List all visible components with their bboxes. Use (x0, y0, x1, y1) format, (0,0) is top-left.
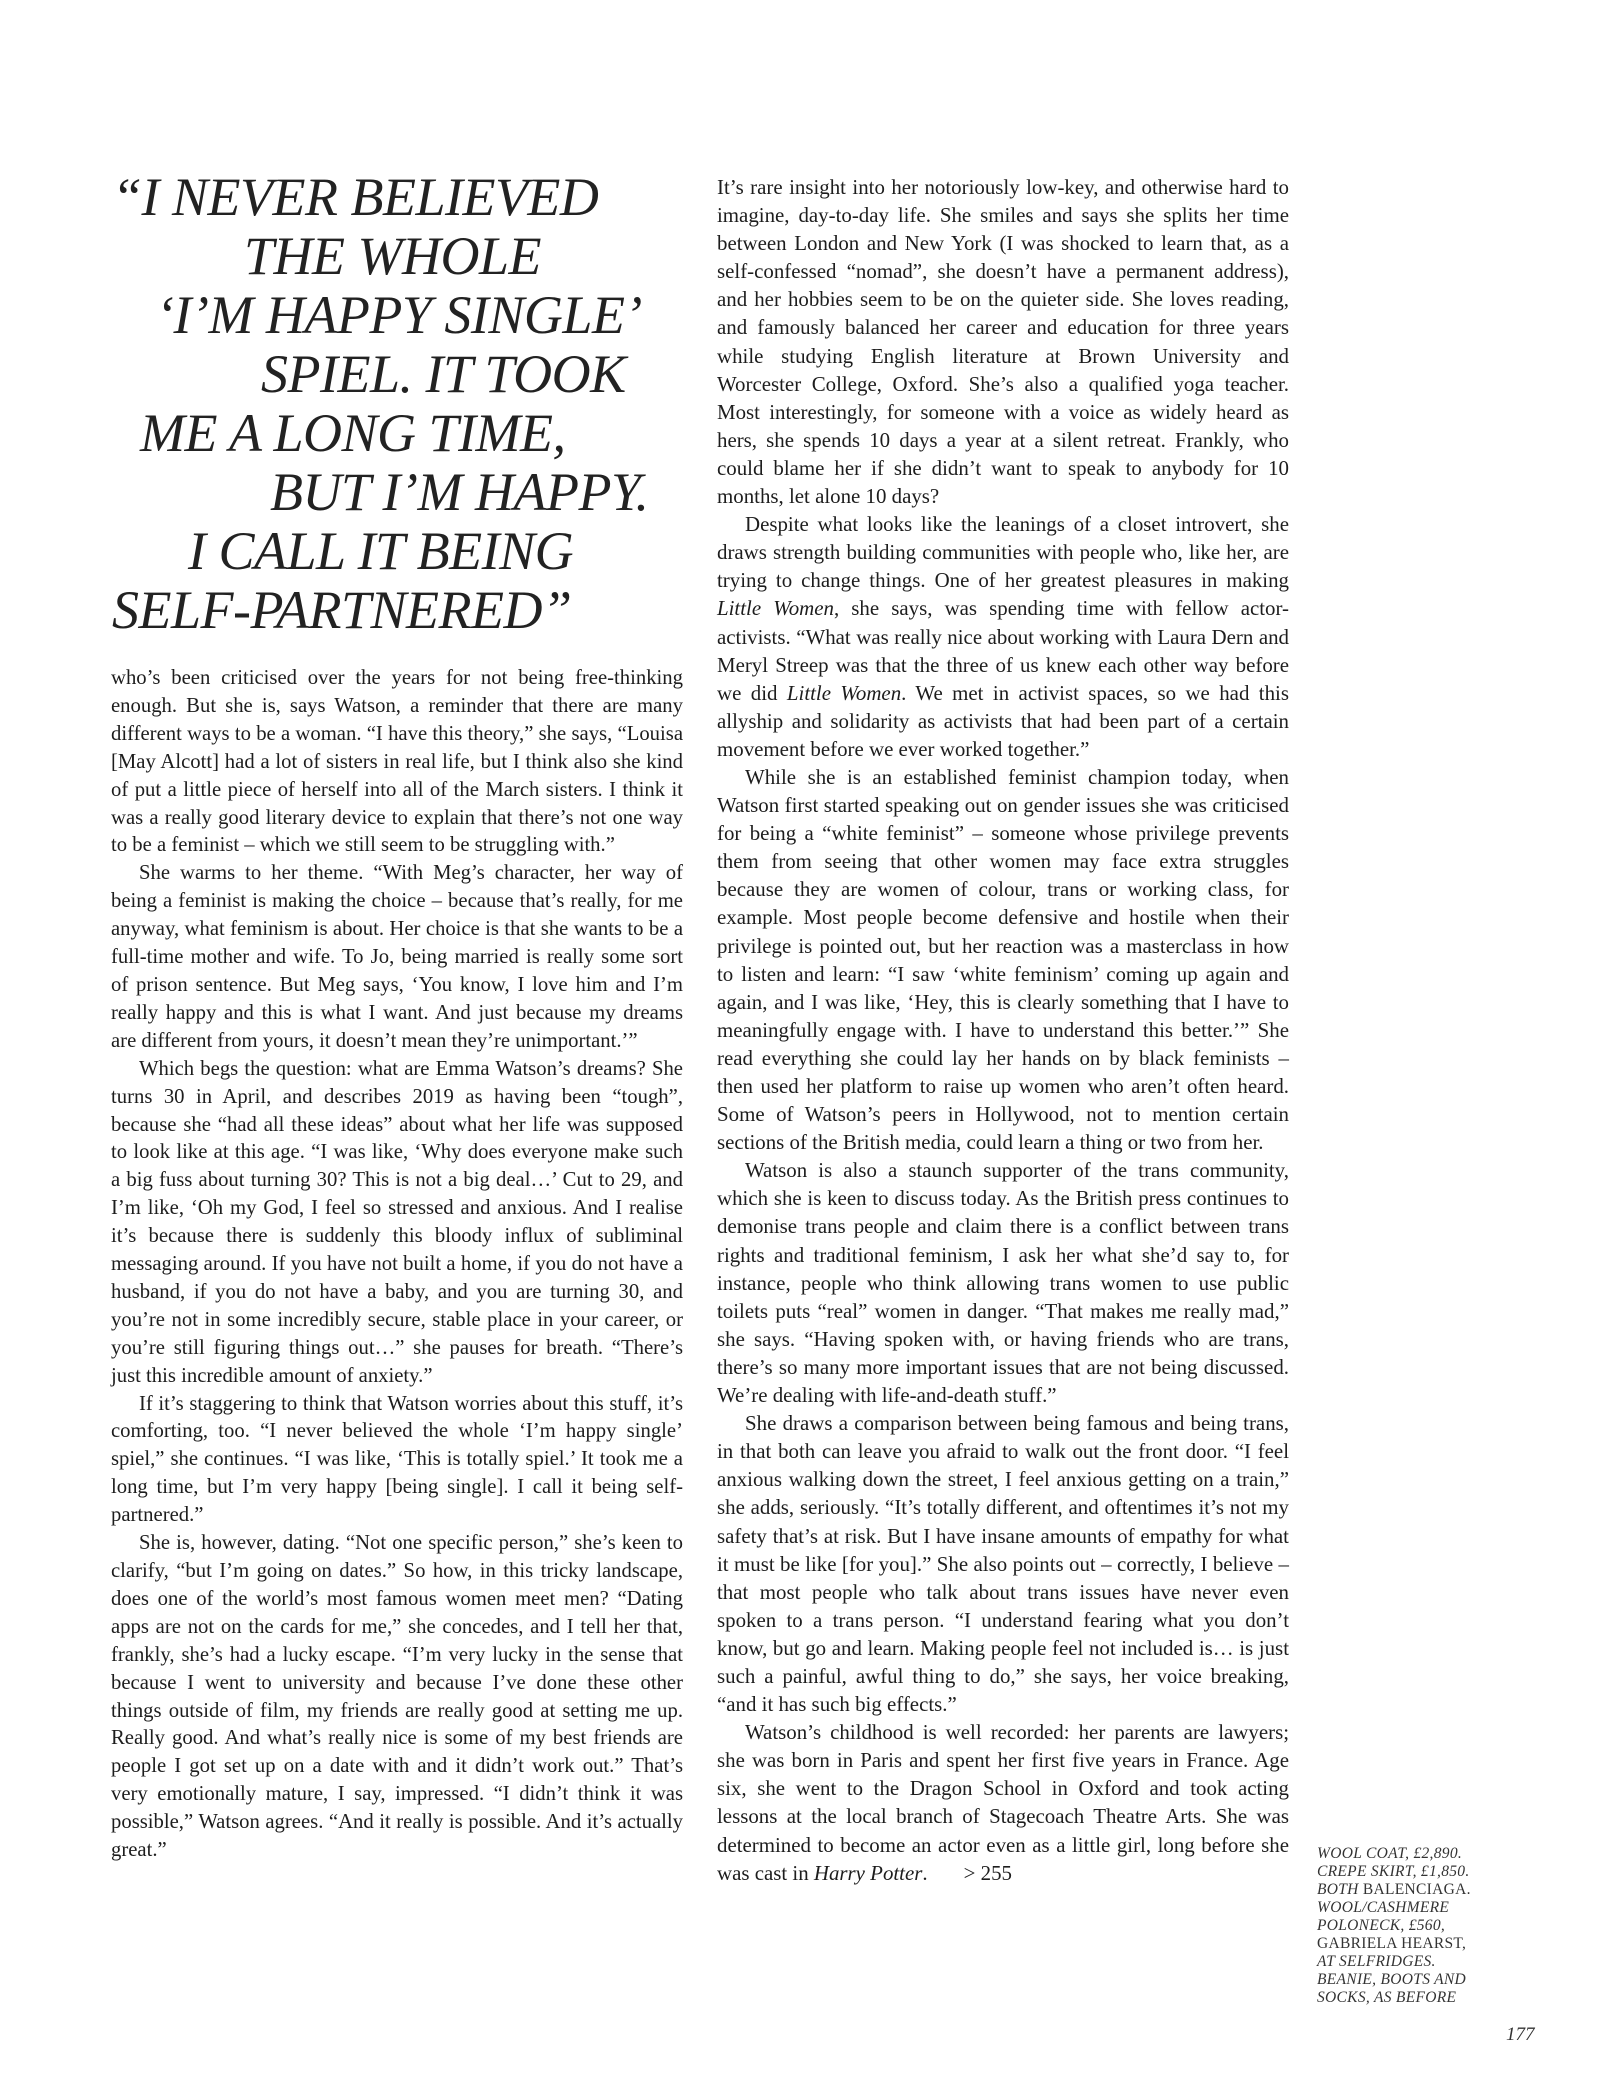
credit-line: AT SELFRIDGES. (1317, 1953, 1436, 1970)
film-title: Little Women (786, 680, 902, 705)
body-paragraph: Which begs the question: what are Emma Watson’s dreams? She turns 30 in April, and describes 2019 as having been “tough”, because she “had all these ideas” about what her life was supposed to look like at this age. “I was like, ‘Why does everyone make such a big fuss about turning 30? This is not a big deal…’ Cut to 29, and I’m like, ‘Oh my God, I feel so stressed and anxious. And I realise it’s because there is suddenly this bloody influx of subliminal messaging around. If you have not built a home, if you do not have a husband, if you do not have a baby, and you are turning 30, and you’re not in some incredibly secure, stable place in your career, or you’re still figuring things out…” she pauses for breath. “There’s just this incredible amount of anxiety.” (111, 1057, 683, 1387)
body-paragraph: who’s been criticised over the years for not being free-thinking enough. But she is, says Watson, a reminder that there are many different ways to be a woman. “I have this theory,” she says, “Louisa [May Alcott] had a lot of sisters in real life, but I think also she kind of put a little piece of herself into all of the March sisters. I think it was a really good literary device to explain that there’s not one way to be a feminist – which we still seem to be struggling with.” (111, 667, 683, 857)
credit-line: CREPE SKIRT, £1,850. (1317, 1863, 1470, 1880)
pull-quote-line: I CALL IT BEING (188, 521, 574, 581)
credit-text: BOTH (1317, 1881, 1363, 1898)
body-paragraph: She draws a comparison between being famous and being trans, in that both can leave you afraid to walk out the front door. “I feel anxious walking down the street, I feel anxious getting on a train,” she adds, seriously. “It’s totally different, and oftentimes it’s not my safety that’s at risk. But I have insane amounts of empathy for what it must be like [for you].” She also points out – correctly, I believe – that most people who talk about trans issues have never even spoken to a trans person. “I understand fearing what you don’t know, but go and learn. Making people feel not included is… is just such a painful, awful thing to do,” she says, her voice breaking, “and it has such big effects.” (717, 1411, 1289, 1717)
pull-quote-line: BUT I’M HAPPY. (270, 462, 649, 522)
body-paragraph: Watson is also a staunch supporter of the trans community, which she is keen to discuss today. As the British press continues to demonise trans people and claim there is a conflict between trans rights and traditional feminism, I ask her what she’d say to, for instance, people who think allowing trans women to use public toilets puts “real” women in danger. “That makes me really mad,” she says. “Having spoken with, or having friends who are trans, there’s so many more important issues that are not being discussed. We’re dealing with life-and-death stuff.” (717, 1158, 1289, 1408)
pull-quote-line: “I NEVER BELIEVED (112, 167, 599, 227)
article-column-left (111, 665, 683, 1865)
pull-quote-line: ‘I’M HAPPY SINGLE’ (156, 285, 642, 345)
text-run: . (922, 1860, 928, 1885)
film-title: Little Women (717, 596, 834, 621)
credit-line: WOOL/CASHMERE (1317, 1899, 1450, 1916)
credit-line (1317, 1881, 1517, 1899)
text-run: , she says, was spending time with fellow actor-activists. “What was really nice about working with Laura Dern and Meryl Streep was that the three of us knew each other way before we did (717, 596, 1289, 705)
text-run: Despite what looks like the leanings of a closet introvert, she draws strength building communities with people who, like her, are trying to change things. One of her greatest pleasures in making (717, 512, 1289, 593)
body-paragraph (717, 510, 1289, 763)
article-column-right (717, 173, 1289, 1887)
credit-line: SOCKS, AS BEFORE (1317, 1989, 1457, 2006)
body-paragraph: She is, however, dating. “Not one specific person,” she’s keen to clarify, “but I’m going on dates.” So how, in this tricky landscape, does one of the world’s most famous women meet men? “Dating apps are not on the cards for me,” she concedes, and I tell her that, frankly, she’s had a lucky escape. “I’m very lucky in the sense that because I went to university and because I’ve done these other things outside of film, my friends are really good at setting me up. Really good. And what’s really nice is some of my best friends are people I got set up on a date with and it didn’t work out.” That’s very emotionally mature, I say, impressed. “I didn’t think it was possible,” Watson agrees. “And it really is possible. And it’s actually great.” (111, 1532, 683, 1862)
brand-name: GABRIELA HEARST, (1317, 1935, 1467, 1952)
film-title: Harry Potter (813, 1860, 923, 1885)
body-paragraph: If it’s staggering to think that Watson worries about this stuff, it’s comforting, too. “I never believed the whole ‘I’m happy single’ spiel,” she continues. “I was like, ‘This is totally spiel.’ It took me a long time, but I’m very happy [being single]. I call it being self-partnered.” (111, 1392, 683, 1527)
continued-page-ref: > 255 (963, 1860, 1012, 1885)
text-run: . We met in activist spaces, so we had this allyship and solidarity as activists that had been part of a certain movement before we ever worked together.” (717, 680, 1289, 761)
body-paragraph (717, 1718, 1289, 1887)
text-run: Watson’s childhood is well recorded: her parents are lawyers; she was born in Paris and spent her first five years in France. Age six, she went to the Dragon School in Oxford and took acting lessons at the local branch of Stagecoach Theatre Arts. She was determined to become an actor even as a little girl, long before she was cast in (717, 1720, 1289, 1885)
pull-quote-line: SPIEL. IT TOOK (261, 344, 626, 404)
pull-quote-line: THE WHOLE (244, 226, 542, 286)
credit-line: WOOL COAT, £2,890. (1317, 1845, 1463, 1862)
pull-quote-line: ME A LONG TIME, (140, 403, 566, 463)
body-paragraph: She warms to her theme. “With Meg’s character, her way of being a feminist is making the choice – because that’s really, for me anyway, what feminism is about. Her choice is that she wants to be a full-time mother and wife. To Jo, being married is really some sort of prison sentence. But Meg says, ‘You know, I love him and I’m really happy and this is what I want. And just because my dreams are different from yours, it doesn’t mean they’re unimportant.’” (111, 862, 683, 1052)
credit-line: POLONECK, £560, (1317, 1917, 1446, 1934)
credit-line: BEANIE, BOOTS AND (1317, 1971, 1467, 1988)
body-paragraph: It’s rare insight into her notoriously low-key, and otherwise hard to imagine, day-to-day life. She smiles and says she splits her time between London and New York (I was shocked to learn that, as a self-confessed “nomad”, she doesn’t have a permanent address), and her hobbies seem to be on the quieter side. She loves reading, and famously balanced her career and education for three years while studying English literature at Brown University and Worcester College, Oxford. She’s also a qualified yoga teacher. Most interestingly, for someone with a voice as widely heard as hers, she spends 10 days a year at a silent retreat. Frankly, who could blame her if she didn’t want to speak to anybody for 10 months, let alone 10 days? (717, 175, 1289, 509)
fashion-credits (1317, 1845, 1517, 2007)
pull-quote-line: SELF-PARTNERED” (112, 580, 572, 640)
pull-quote (112, 168, 672, 640)
page-number: 177 (1506, 2024, 1535, 2045)
brand-name: BALENCIAGA. (1362, 1881, 1471, 1898)
body-paragraph: While she is an established feminist champion today, when Watson first started speaking out on gender issues she was criticised for being a “white feminist” – someone whose privilege prevents them from seeing that other women may face extra struggles because they are women of colour, trans or working class, for example. Most people become defensive and hostile when their privilege is pointed out, but her reaction was a masterclass in how to listen and learn: “I saw ‘white feminism’ coming up again and again, and I was like, ‘Hey, this is clearly something that I have to meaningfully engage with. I have to understand this better.’” She read everything she could lay her hands on by black feminists – then used her platform to raise up women who aren’t often heard. Some of Watson’s peers in Hollywood, not to mention certain sections of the British media, could learn a thing or two from her. (717, 764, 1289, 1155)
